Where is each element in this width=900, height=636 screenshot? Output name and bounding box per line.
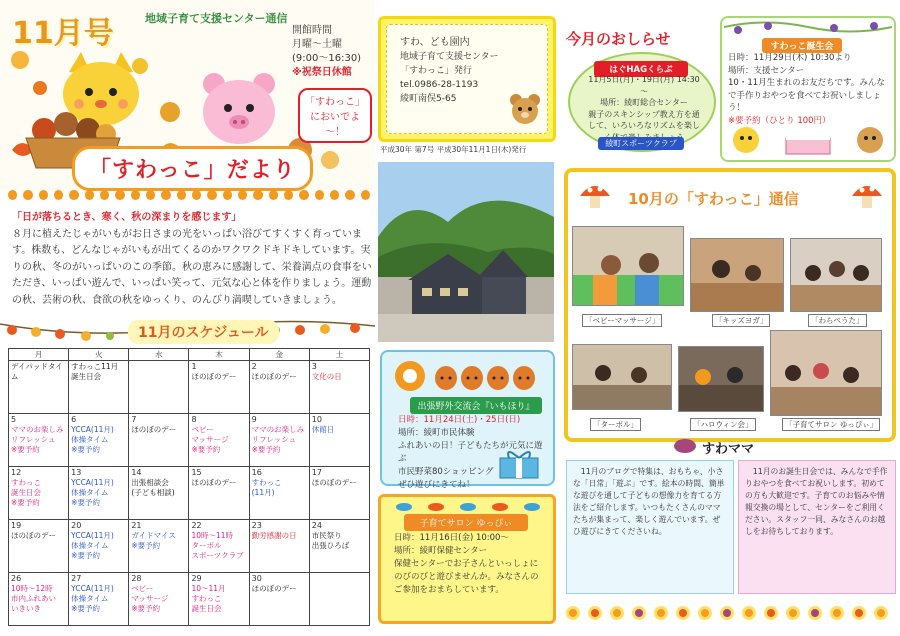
calendar-day	[249, 361, 309, 414]
weekday-mon: 月	[9, 349, 69, 361]
newsletter-logo: 「すわっこ」だより	[72, 146, 313, 191]
day-event: スポーツクラブ	[191, 551, 244, 560]
notice-desc: 親子のスキンシップ教え方を通して、いろいろなリズムを楽し	[588, 109, 700, 130]
calendar-day	[9, 361, 69, 414]
mama-column-1-text: 11月のブログで特集は、おもちゃ、小さな「日常」「遊ぶ」です。絵本の時間、簡単な遊びを通して子どもの想像力を育てる方法をご紹介します。いつもたくさんのママたちが集まって、楽しく遊んでいます。ぜひ遊びにきてくださいね。	[573, 467, 725, 536]
notice-title: 今月のおしらせ	[566, 30, 671, 48]
photo-baby-massage	[572, 226, 684, 306]
day-event: 出張相談会	[131, 478, 169, 487]
caption-kids-yoga: 「キッズヨガ」	[712, 314, 770, 327]
day-number: 17	[311, 468, 322, 477]
day-number: 26	[11, 574, 22, 583]
day-number: 5	[11, 415, 17, 424]
grape-border-icon	[724, 18, 892, 36]
outdoor-event-note: 市民野菜80ショッピング	[398, 467, 494, 477]
notice-date: 11月5日(月)・19日(月) 14:30～	[588, 75, 700, 96]
hours-line-1: 月曜～土曜	[292, 39, 342, 50]
intro-message	[12, 210, 372, 309]
fish-border-icon	[384, 500, 552, 514]
weekday-sat: 土	[309, 349, 369, 361]
day-number: 27	[71, 574, 82, 583]
center-building-photo	[378, 162, 554, 342]
calendar-day	[309, 361, 369, 414]
day-event: 10時～11時	[191, 531, 234, 540]
outdoor-event-desc: ふれあいの日！子どもたちが元気に遊ぶ	[398, 441, 543, 464]
day-event: 10時～12時	[11, 584, 53, 593]
day-event: ほのぼのデー	[131, 425, 177, 434]
salon-desc: 保健センターでお子さんといっしょにのびのびと遊びませんか。みなさんのご参加をおまちしています。	[394, 559, 539, 595]
mama-column-2	[738, 460, 896, 594]
day-event: 休館日	[311, 425, 335, 434]
day-event: (子ども相談)	[131, 488, 175, 497]
day-event: ターボル	[191, 541, 222, 550]
day-number: 7	[131, 415, 137, 424]
day-event: ママのお楽しみ	[251, 425, 305, 434]
day-event: ベビー	[131, 584, 154, 593]
day-event: マッサージ	[131, 594, 169, 603]
calendar-day	[249, 520, 309, 573]
calendar-day	[129, 573, 189, 626]
pig-character-icon	[198, 70, 280, 148]
calendar-day	[9, 467, 69, 520]
day-event: ママのお楽しみ	[11, 425, 64, 434]
day-number: 24	[311, 521, 322, 530]
birthday-desc: 10・11月生まれのお友だちです。みんなで手作りおやつを食べてお祝いしましょう！	[728, 78, 885, 113]
day-event: ※要予約	[71, 604, 100, 613]
day-event: マッサージ	[191, 435, 229, 444]
day-event: 10～11月	[191, 584, 226, 593]
day-event: ※要予約	[71, 445, 100, 454]
weekday-wed: 水	[129, 349, 189, 361]
day-event: 誕生日会	[11, 488, 41, 497]
calendar-day	[249, 573, 309, 626]
day-event: ほのぼのデー	[311, 478, 357, 487]
caption-warabeuta: 「わらべうた」	[808, 314, 867, 327]
day-event: (11月)	[251, 488, 275, 497]
day-event: デイパッドタイム	[11, 362, 63, 381]
parenting-salon-details	[394, 532, 544, 597]
calendar-day	[189, 467, 249, 520]
day-number: 8	[191, 415, 197, 424]
day-event: ベビー	[191, 425, 214, 434]
info-line-2: 地域子育て支援センター	[400, 52, 499, 62]
day-event: リフレッシュ	[251, 435, 297, 444]
outdoor-event-title: 出張野外交流会『いもほり』	[410, 397, 542, 414]
photo-halloween	[678, 346, 764, 412]
day-number: 29	[191, 574, 202, 583]
calendar-week	[9, 361, 370, 414]
calendar-day	[189, 361, 249, 414]
salon-date: 日時：11月16日(金) 10:00～	[394, 533, 509, 543]
day-event: ほのぼのデー	[11, 531, 56, 540]
mama-column-title: すわママ	[702, 442, 755, 457]
day-event: ガイドマイス	[131, 531, 176, 540]
day-event: ほのぼのデー	[191, 478, 237, 487]
day-event: ※要予約	[71, 498, 100, 507]
mama-column-2-text: 11月のお誕生日会では、みんなで手作りおやつを食べてお祝いします。初めての方も大歓迎です。子育てのお悩みや情報交換の場として、センターをご利用ください。スタッフ一同、みなさんのお越しをお待ちしております。	[745, 467, 888, 536]
hours-line-2: (9:00～16:30)	[292, 53, 362, 64]
intro-lead: 「日が落ちるとき、寒く、秋の深まりを感じます」	[12, 212, 242, 223]
closed-note: ※祝祭日休館	[292, 67, 352, 78]
calendar-day	[189, 520, 249, 573]
flower-border	[566, 600, 896, 626]
photo-warabeuta	[790, 238, 882, 312]
calendar-week	[9, 467, 370, 520]
weekday-fri: 金	[249, 349, 309, 361]
schedule-calendar	[8, 348, 370, 626]
calendar-day	[189, 573, 249, 626]
calendar-week	[9, 414, 370, 467]
issue-number: 11月号	[12, 16, 114, 51]
day-number: 30	[251, 574, 262, 583]
outdoor-event-date: 日時：11月24日(土)・25日(日)	[398, 415, 521, 425]
issue-footer: 平成30年 第7号 平成30年11月1日(木)発行	[380, 145, 527, 154]
day-event: リフレッシュ	[11, 435, 56, 444]
day-number: 23	[251, 521, 262, 530]
day-number: 6	[71, 415, 77, 424]
day-number: 22	[191, 521, 202, 530]
day-number: 9	[251, 415, 257, 424]
invite-bubble: 「すわっこ」においでよ～！	[298, 88, 372, 143]
notice-sponsor: 綾町スポーツクラブ	[598, 137, 684, 150]
calendar-day	[309, 573, 369, 626]
day-event: YCCA(11月)	[71, 584, 114, 593]
photo-kids-yoga	[690, 238, 784, 312]
mushroom-icon-2	[850, 180, 884, 210]
masthead	[0, 0, 375, 190]
day-event: すわっこ11月	[71, 362, 119, 371]
day-number: 16	[251, 468, 262, 477]
info-tel: tel.0986-28-1193	[400, 80, 479, 90]
day-event: 体操タイム	[71, 594, 109, 603]
intro-body: ８月に植えたじゃがいもがお日さまの光をいっぱい浴びてすくすく育っています。株数も、どんなじゃがいもが出てくるのかワクワクドキドキしています。実りの秋、冬のがいっぱいのこの季節。秋の恵みに感謝して、栄養満点の食事をいただき、いっぱい遊んで、いっぱい笑って、元気な心と体を作りましょう。運動の秋、芸術の秋、食欲の秋をゆっくり、のんびり満喫していきましょう。	[12, 228, 372, 306]
calendar-day	[309, 520, 369, 573]
weekday-tue: 火	[69, 349, 129, 361]
calendar-day	[9, 414, 69, 467]
birthday-details	[728, 52, 892, 127]
day-number: 13	[71, 468, 82, 477]
outdoor-event-foot: ぜひ遊びにきてね！	[398, 480, 475, 490]
notice-place: 場所：綾町総合センター	[600, 98, 688, 107]
building-image-icon	[378, 162, 554, 342]
day-number: 28	[131, 574, 142, 583]
birthday-date: 日時：11月29日(木) 10:30より	[728, 53, 852, 63]
calendar-day	[249, 467, 309, 520]
day-number: 3	[311, 362, 317, 371]
day-event: ※要予約	[131, 604, 161, 613]
info-address: 綾町南俣5-65	[400, 94, 457, 104]
orange-dot-divider	[8, 190, 370, 202]
photo-salon	[770, 330, 882, 416]
day-event: ほのぼのデー	[191, 372, 237, 381]
calendar-header	[9, 349, 370, 361]
mama-column-1	[566, 460, 734, 594]
day-event: YCCA(11月)	[71, 478, 114, 487]
birthday-cake-characters-icon	[726, 118, 890, 158]
day-number: 14	[131, 468, 142, 477]
day-event: 体操タイム	[71, 541, 109, 550]
weekday-thu: 木	[189, 349, 249, 361]
notice-event-tag: はぐHAGくらぶ	[594, 61, 688, 77]
caption-tarbol: 「ターボル」	[590, 418, 641, 431]
mushroom-icon	[578, 180, 612, 210]
sweet-potato-characters-icon	[392, 358, 542, 394]
day-event: 出張ひろば	[311, 541, 350, 550]
day-number: 2	[251, 362, 257, 371]
calendar-day	[69, 573, 129, 626]
day-event: ほのぼのデー	[251, 372, 297, 381]
birthday-place: 場所：支援センター	[728, 65, 805, 76]
day-event: YCCA(11月)	[71, 425, 114, 434]
day-event: ※要予約	[11, 445, 40, 454]
day-number: 12	[11, 468, 22, 477]
organization-name: 地域子育て支援センター通信	[145, 12, 288, 25]
hours-title: 開館時間	[292, 25, 332, 36]
schedule-title: 11月のスケジュール	[128, 320, 279, 344]
calendar-day	[69, 520, 129, 573]
birthday-tag: すわっこ誕生会	[762, 38, 842, 53]
day-event: 市民祭り	[311, 531, 342, 540]
day-event: 市内ふれあい	[11, 594, 56, 603]
calendar-body	[9, 361, 370, 626]
october-report-title: 10月の「すわっこ」通信	[628, 190, 799, 208]
bear-character-icon	[508, 92, 542, 126]
day-event: 文化の日	[311, 372, 342, 381]
opening-hours	[292, 24, 370, 80]
day-event: いきいき	[11, 604, 41, 613]
calendar-day	[249, 414, 309, 467]
day-event: すわっこ	[191, 594, 222, 603]
day-event: すわっこ	[251, 478, 282, 487]
photo-tarbol	[572, 344, 672, 410]
birthday-note: ※要予約（ひとり 100円）	[728, 115, 831, 126]
gift-box-icon	[496, 448, 542, 480]
day-number: 1	[191, 362, 197, 371]
parenting-salon-title: 子育てサロン ゆっぴぃ	[404, 514, 528, 531]
day-event: ほのぼのデー	[251, 584, 297, 593]
day-event: 誕生日会	[191, 604, 222, 613]
calendar-day	[69, 361, 129, 414]
calendar-day	[309, 414, 369, 467]
day-event: 体操タイム	[71, 488, 109, 497]
caption-salon: 「子育てサロン ゆっぴぃ」	[782, 418, 880, 431]
notice-details	[586, 74, 702, 143]
day-event: ※要予約	[191, 445, 221, 454]
caption-baby-massage: 「ベビーマッサージ」	[582, 314, 662, 327]
day-event: すわっこ	[11, 478, 41, 487]
day-event: ※要予約	[71, 551, 100, 560]
day-number: 19	[11, 521, 22, 530]
sweet-potato-icon	[672, 436, 698, 456]
day-event: 勤労感謝の日	[251, 531, 297, 540]
day-number: 21	[131, 521, 142, 530]
salon-place: 場所：綾町保健センター	[394, 546, 488, 556]
calendar-day	[9, 573, 69, 626]
day-event: ※要予約	[131, 541, 161, 550]
calendar-day	[69, 414, 129, 467]
calendar-day	[129, 467, 189, 520]
caption-halloween: 「ハロウィン会」	[690, 418, 756, 431]
outdoor-event-place: 場所：綾町市民体験	[398, 428, 475, 438]
day-event: 誕生日会	[71, 372, 102, 381]
calendar-week	[9, 573, 370, 626]
day-event: ※要予約	[11, 498, 40, 507]
calendar-day	[9, 520, 69, 573]
day-number: 15	[191, 468, 202, 477]
info-line-1: すわ、ども園内	[400, 37, 470, 48]
calendar-day	[129, 414, 189, 467]
day-number: 20	[71, 521, 82, 530]
calendar-day	[189, 414, 249, 467]
calendar-day	[309, 467, 369, 520]
calendar-day	[69, 467, 129, 520]
info-line-3: 「すわっこ」発行	[400, 66, 472, 76]
day-event: YCCA(11月)	[71, 531, 114, 540]
day-event: ※要予約	[251, 445, 281, 454]
calendar-day	[129, 361, 189, 414]
calendar-week	[9, 520, 370, 573]
day-event: 体操タイム	[71, 435, 109, 444]
calendar-day	[129, 520, 189, 573]
day-number: 10	[311, 415, 322, 424]
